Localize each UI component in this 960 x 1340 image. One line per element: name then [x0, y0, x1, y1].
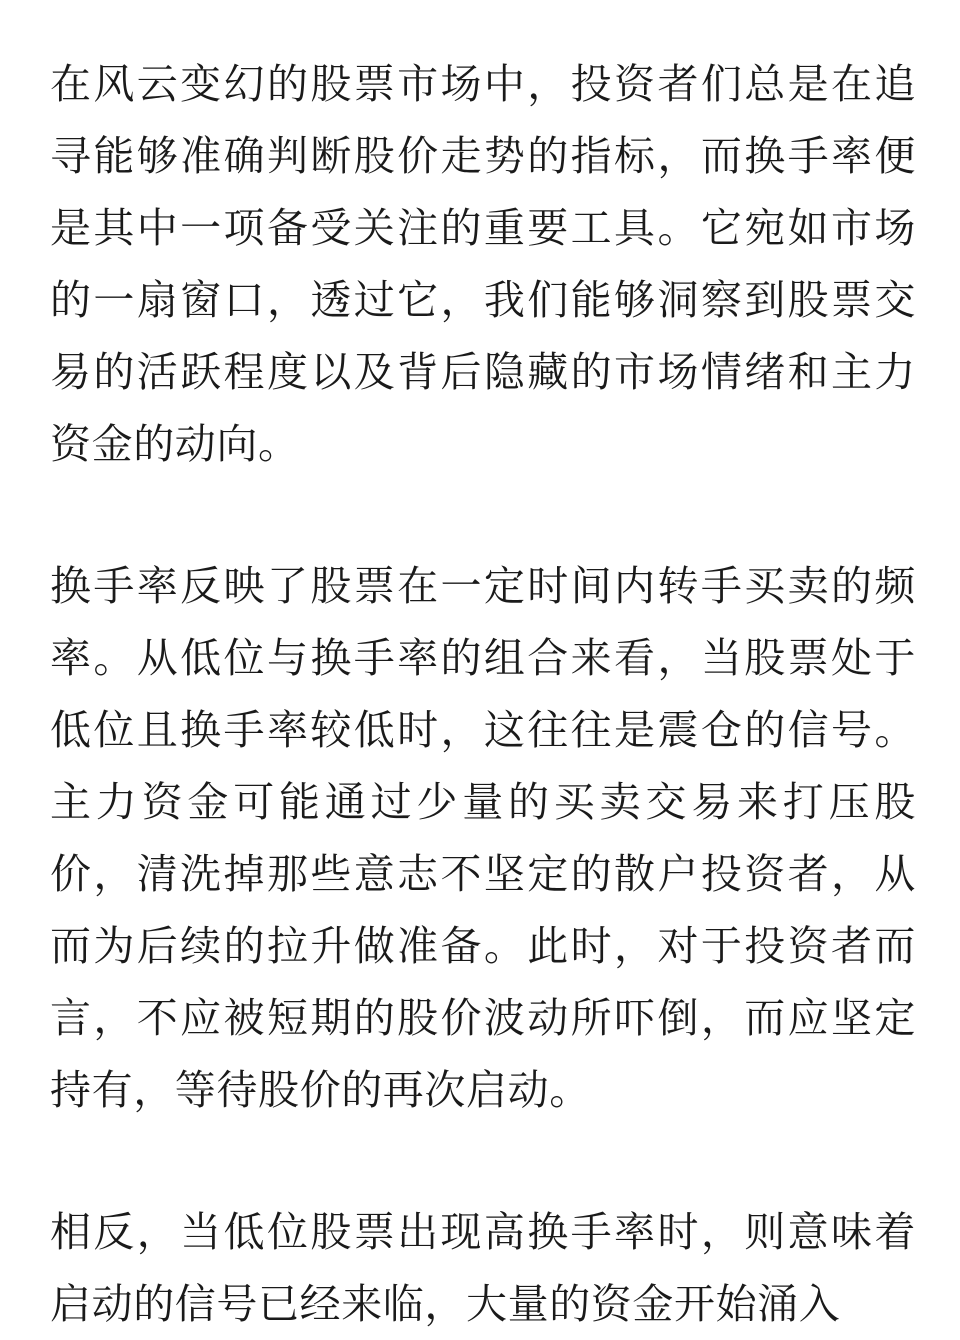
- paragraph-1: 在风云变幻的股票市场中，投资者们总是在追寻能够准确判断股价走势的指标，而换手率便是其中一项备受关注的重要工具。它宛如市场的一扇窗口，透过它，我们能够洞察到股票交易的活跃程度以及背后隐藏的市场情绪和主力资金的动向。: [50, 60, 916, 468]
- paragraph-2: 换手率反映了股票在一定时间内转手买卖的频率。从低位与换手率的组合来看，当股票处于低位且换手率较低时，这往往是震仓的信号。主力资金可能通过少量的买卖交易来打压股价，清洗掉那些意志不坚定的散户投资者，从而为后续的拉升做准备。此时，对于投资者而言，不应被短期的股价波动所吓倒，而应坚定持有，等待股价的再次启动。: [50, 562, 916, 1114]
- article-body: [50, 48, 916, 1340]
- paragraph-3: 相反，当低位股票出现高换手率时，则意味着启动的信号已经来临，大量的资金开始涌入: [50, 1208, 916, 1328]
